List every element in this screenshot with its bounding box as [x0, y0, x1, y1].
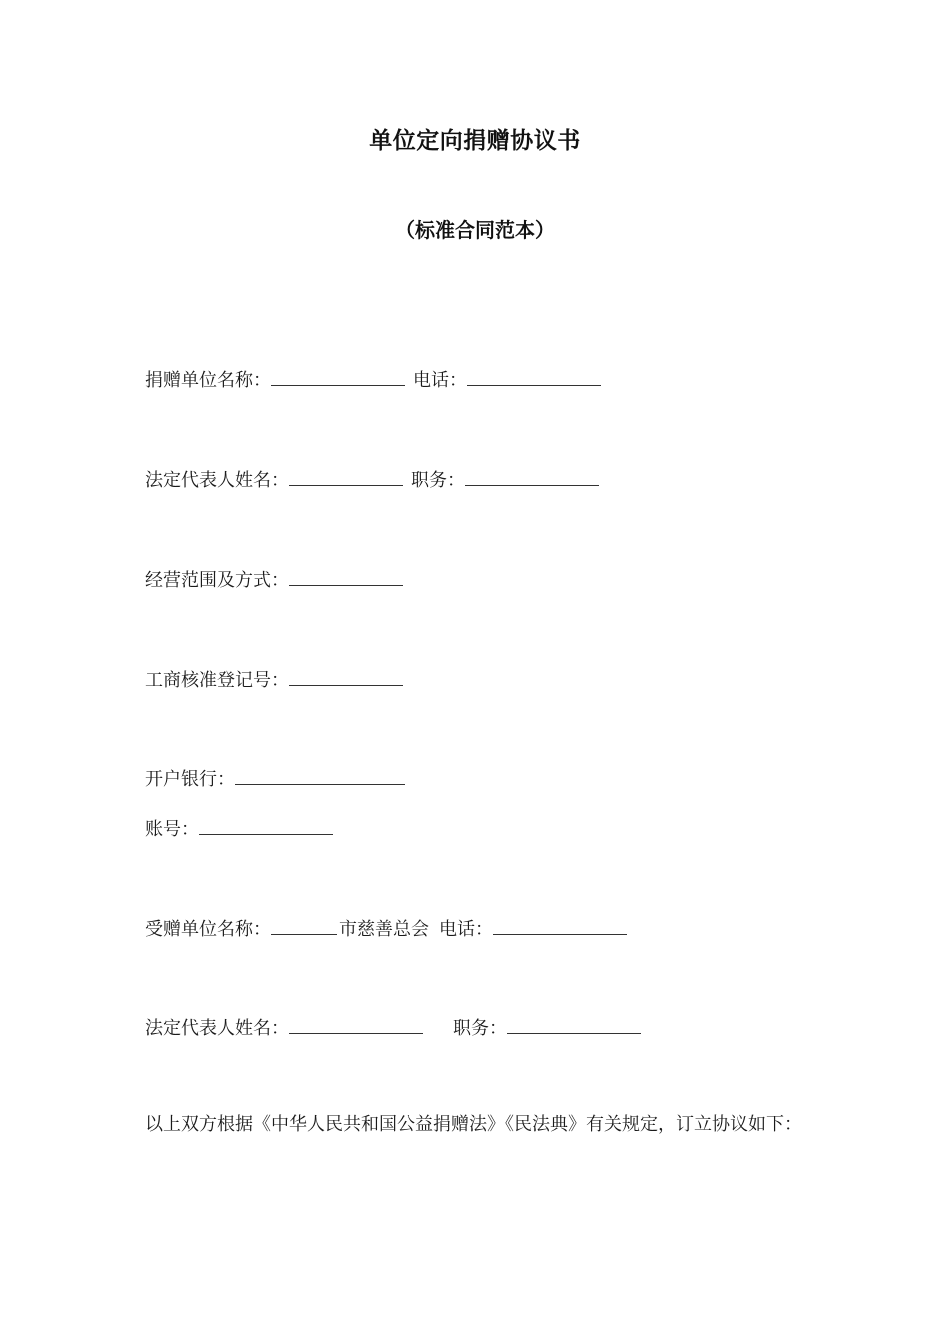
donor-registration-row — [145, 667, 411, 693]
recipient-rep-row — [145, 1015, 649, 1041]
donor-account-row — [145, 816, 341, 842]
donor-scope-field[interactable] — [289, 567, 403, 586]
donor-scope-label: 经营范围及方式： — [145, 570, 289, 591]
donor-scope-row — [145, 567, 411, 593]
donor-position-label: 职务： — [411, 470, 465, 491]
recipient-phone-label: 电话： — [439, 919, 493, 940]
agreement-intro: 以上双方根据《中华人民共和国公益捐赠法》《民法典》有关规定，订立协议如下： — [145, 1114, 802, 1135]
recipient-name-row — [145, 916, 635, 942]
donor-bank-field[interactable] — [235, 766, 405, 785]
donor-bank-label: 开户银行： — [145, 769, 235, 790]
recipient-rep-field[interactable] — [289, 1015, 423, 1034]
donor-rep-label: 法定代表人姓名： — [145, 470, 289, 491]
recipient-rep-label: 法定代表人姓名： — [145, 1018, 289, 1039]
donor-bank-row — [145, 766, 413, 792]
donor-account-label: 账号： — [145, 819, 199, 840]
donor-position-field[interactable] — [465, 467, 599, 486]
donor-account-field[interactable] — [199, 816, 333, 835]
donor-registration-field[interactable] — [289, 667, 403, 686]
donor-rep-field[interactable] — [289, 467, 403, 486]
donor-name-row — [145, 367, 609, 393]
recipient-name-label: 受赠单位名称： — [145, 919, 271, 940]
donor-name-field[interactable] — [271, 367, 405, 386]
recipient-name-field[interactable] — [271, 916, 337, 935]
document-title: 单位定向捐赠协议书 — [369, 128, 581, 154]
recipient-name-suffix: 市慈善总会 — [339, 919, 429, 940]
donor-phone-label: 电话： — [413, 370, 467, 391]
recipient-position-field[interactable] — [507, 1015, 641, 1034]
recipient-phone-field[interactable] — [493, 916, 627, 935]
donor-phone-field[interactable] — [467, 367, 601, 386]
recipient-position-label: 职务： — [453, 1018, 507, 1039]
donor-rep-row — [145, 467, 607, 493]
donor-registration-label: 工商核准登记号： — [145, 670, 289, 691]
donor-name-label: 捐赠单位名称： — [145, 370, 271, 391]
document-subtitle: （标准合同范本） — [395, 218, 555, 242]
